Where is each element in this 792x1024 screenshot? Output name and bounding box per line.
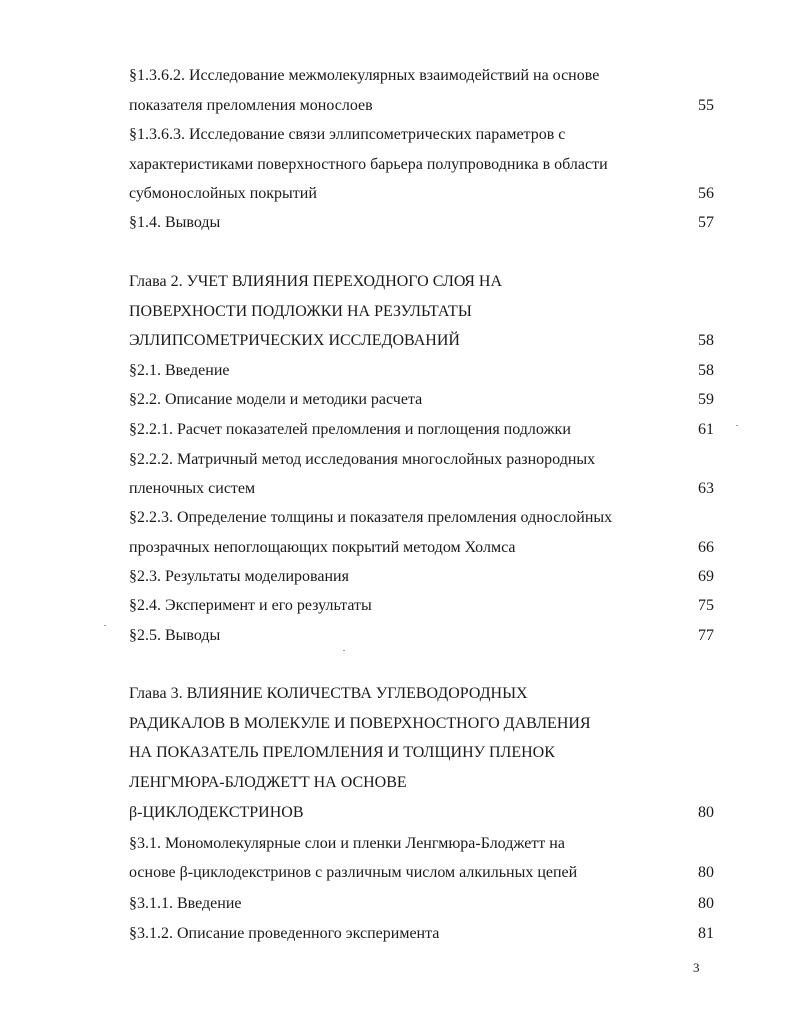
toc-entry-1-3-6-3-line-2: характеристиками поверхностного барьера полупроводника в области xyxy=(129,156,608,173)
scan-speck xyxy=(736,425,738,426)
chapter-2-heading-line-2: ПОВЕРХНОСТИ ПОДЛОЖКИ НА РЕЗУЛЬТАТЫ xyxy=(129,303,472,320)
toc-page-2-5: 77 xyxy=(698,627,714,644)
toc-entry-2-2-2-line-1: §2.2.2. Матричный метод исследования многослойных разнородных xyxy=(129,451,596,468)
toc-page-3-1-2: 81 xyxy=(698,925,714,942)
chapter-3-heading-line-3: НА ПОКАЗАТЕЛЬ ПРЕЛОМЛЕНИЯ И ТОЛЩИНУ ПЛЕНОК xyxy=(129,744,555,761)
toc-entry-2-1: §2.1. Введение xyxy=(129,362,230,379)
toc-entry-1-3-6-2-line-2: показателя преломления монослоев xyxy=(129,97,373,114)
toc-page-1-4: 57 xyxy=(698,214,714,231)
toc-page-2-2-2: 63 xyxy=(698,480,714,497)
toc-page-3-1-1: 80 xyxy=(698,895,714,912)
chapter-3-heading-line-5: β-ЦИКЛОДЕКСТРИНОВ xyxy=(129,804,304,821)
toc-page-2-2-1: 61 xyxy=(698,421,714,438)
toc-entry-3-1-line-2: основе β-циклодекстринов с различным числом алкильных цепей xyxy=(129,864,578,881)
toc-page-1-3-6-2: 55 xyxy=(698,97,714,114)
toc-page-2-1: 58 xyxy=(698,362,714,379)
toc-entry-2-5: §2.5. Выводы xyxy=(129,627,221,644)
toc-page-2-2-3: 66 xyxy=(698,539,714,556)
toc-page-chapter-3: 80 xyxy=(698,804,714,821)
toc-entry-1-3-6-2-line-1: §1.3.6.2. Исследование межмолекулярных взаимодействий на основе xyxy=(129,67,600,84)
toc-page-3-1: 80 xyxy=(698,864,714,881)
chapter-2-heading-line-1: Глава 2. УЧЕТ ВЛИЯНИЯ ПЕРЕХОДНОГО СЛОЯ НА xyxy=(129,273,503,290)
chapter-3-heading-line-4: ЛЕНГМЮРА-БЛОДЖЕТТ НА ОСНОВЕ xyxy=(129,774,407,791)
scan-speck xyxy=(343,650,345,651)
toc-entry-1-4: §1.4. Выводы xyxy=(129,214,221,231)
chapter-3-heading-line-2: РАДИКАЛОВ В МОЛЕКУЛЕ И ПОВЕРХНОСТНОГО ДАВЛЕНИЯ xyxy=(129,715,591,732)
toc-page-2-4: 75 xyxy=(698,597,714,614)
toc-entry-1-3-6-3-line-3: субмонослойных покрытий xyxy=(129,185,317,202)
scan-speck xyxy=(104,625,106,626)
toc-entry-3-1-1: §3.1.1. Введение xyxy=(129,895,242,912)
toc-entry-2-3: §2.3. Результаты моделирования xyxy=(129,568,349,585)
toc-page-chapter-2: 58 xyxy=(698,332,714,349)
toc-entry-3-1-2: §3.1.2. Описание проведенного эксперимента xyxy=(129,925,440,942)
toc-entry-2-4: §2.4. Эксперимент и его результаты xyxy=(129,597,372,614)
toc-page-2-3: 69 xyxy=(698,568,714,585)
toc-entry-2-2-1: §2.2.1. Расчет показателей преломления и поглощения подложки xyxy=(129,421,571,438)
toc-page-1-3-6-3: 56 xyxy=(698,185,714,202)
toc-entry-2-2-3-line-2: прозрачных непоглощающих покрытий методом Холмса xyxy=(129,539,516,556)
toc-entry-3-1-line-1: §3.1. Мономолекулярные слои и пленки Ленгмюра-Блоджетт на xyxy=(129,835,565,852)
chapter-2-heading-line-3: ЭЛЛИПСОМЕТРИЧЕСКИХ ИССЛЕДОВАНИЙ xyxy=(129,332,460,349)
toc-entry-2-2: §2.2. Описание модели и методики расчета xyxy=(129,391,423,408)
toc-page-2-2: 59 xyxy=(698,391,714,408)
toc-entry-2-2-3-line-1: §2.2.3. Определение толщины и показателя преломления однослойных xyxy=(129,509,613,526)
toc-entry-2-2-2-line-2: пленочных систем xyxy=(129,480,256,497)
chapter-3-heading-line-1: Глава 3. ВЛИЯНИЕ КОЛИЧЕСТВА УГЛЕВОДОРОДНЫХ xyxy=(129,685,528,702)
toc-entry-1-3-6-3-line-1: §1.3.6.3. Исследование связи эллипсометрических параметров с xyxy=(129,126,566,143)
page-number: 3 xyxy=(693,960,700,975)
